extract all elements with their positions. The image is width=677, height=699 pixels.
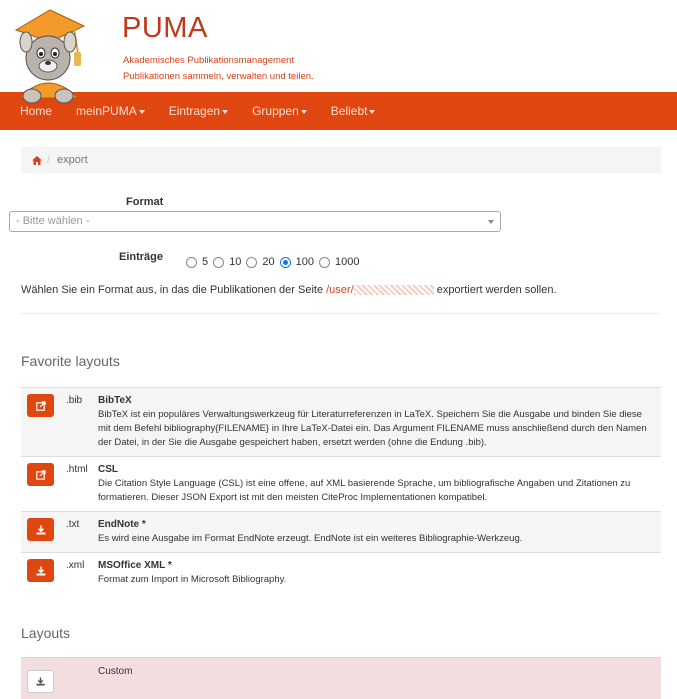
site-title: PUMA (122, 12, 208, 44)
radio-circle[interactable] (280, 257, 291, 268)
radio-label: 100 (295, 256, 314, 268)
puma-mascot-logo[interactable] (12, 8, 94, 106)
radio-circle[interactable] (186, 257, 197, 268)
layout-name: EndNote * (98, 519, 146, 530)
download-msoffice-xml-button[interactable] (27, 559, 54, 582)
entries-radio-5[interactable] (186, 256, 208, 268)
layout-row-bibtex (21, 387, 661, 456)
nav-meinpuma-label: meinPUMA (76, 104, 137, 118)
nav-beliebt-label: Beliebt (330, 104, 368, 118)
layout-name: BibTeX (98, 395, 132, 406)
layout-description: Die Citation Style Language (CSL) ist eine offene, auf XML basierende Sprache, um bibliografische Angaben und Zitationen zu formatieren. Dieser JSON Export ist mit den meisten CiteProc Implementationen kompatibel. (98, 478, 631, 503)
breadcrumb-current: export (57, 154, 88, 166)
layout-extension: .txt (66, 519, 80, 530)
radio-circle[interactable] (213, 257, 224, 268)
radio-label: 20 (262, 256, 275, 268)
nav-eintragen[interactable] (169, 104, 228, 118)
download-icon (36, 566, 46, 576)
radio-label: 10 (229, 256, 242, 268)
download-icon (36, 525, 46, 535)
format-label: Format (126, 196, 164, 208)
entries-radio-group (186, 256, 364, 268)
format-select[interactable] (9, 211, 501, 232)
info-prefix: Wählen Sie ein Format aus, in das die Publikationen der Seite (21, 284, 327, 296)
layout-extension: .bib (66, 395, 83, 406)
divider (21, 313, 661, 314)
home-icon[interactable] (32, 156, 42, 165)
layout-description: BibTeX ist ein populäres Verwaltungswerkzeug für Literaturreferenzen in LaTeX. Speichern Sie die Ausgabe und binden Sie diese mit dem Befehl bibliography{FILENAME} in Ihre LaTeX-Datei ein. Das Argument FILENAME muss anschließend durch den Namen der Datei, in der Sie die Ausgabe gespeichert haben, ersetzt werden (ohne die Endung .bib). (98, 409, 647, 448)
caret-down-icon (139, 110, 145, 114)
user-link-text: /user/ (326, 284, 354, 296)
export-info-text (21, 284, 557, 296)
favorite-layouts-heading: Favorite layouts (21, 353, 120, 369)
caret-down-icon (222, 110, 228, 114)
caret-down-icon (369, 110, 375, 114)
layouts-heading: Layouts (21, 625, 71, 641)
layout-row-endnote (21, 511, 661, 552)
nav-gruppen-label: Gruppen (252, 104, 299, 118)
user-page-link[interactable] (326, 284, 434, 296)
radio-circle[interactable] (319, 257, 330, 268)
entries-label: Einträge (119, 251, 164, 263)
nav-eintragen-label: Eintragen (168, 104, 221, 118)
site-tagline: Publikationen sammeln, verwalten und teilen. (123, 71, 314, 82)
layout-name: MSOffice XML * (98, 560, 172, 571)
layout-name: Custom (98, 666, 133, 677)
layout-row-msoffice-xml (21, 552, 661, 593)
nav-home[interactable] (20, 104, 52, 118)
layouts-list (21, 657, 661, 699)
format-select-placeholder: - Bitte wählen - (16, 215, 90, 227)
entries-radio-10[interactable] (213, 256, 241, 268)
radio-circle[interactable] (246, 257, 257, 268)
header (0, 0, 677, 92)
layout-name: CSL (98, 464, 118, 475)
layout-row-custom (21, 657, 661, 699)
entries-radio-100[interactable] (280, 256, 314, 268)
nav-gruppen[interactable] (252, 104, 307, 118)
site-subtitle: Akademisches Publikationsmanagement (123, 55, 295, 66)
radio-label: 1000 (334, 256, 360, 268)
nav-meinpuma[interactable] (76, 104, 145, 118)
external-link-icon (36, 470, 46, 480)
redacted-username (354, 285, 434, 295)
open-bibtex-button[interactable] (27, 394, 54, 417)
favorite-layouts-list (21, 387, 661, 593)
layout-description: Format zum Import in Microsoft Bibliography. (98, 574, 287, 585)
main-navbar (0, 92, 677, 130)
entries-radio-1000[interactable] (319, 256, 359, 268)
nav-home-label: Home (20, 104, 53, 118)
layout-extension: .xml (66, 560, 85, 571)
radio-label: 5 (202, 256, 209, 268)
caret-down-icon (301, 110, 307, 114)
download-endnote-button[interactable] (27, 518, 54, 541)
layout-extension (66, 665, 98, 693)
layout-extension: .html (66, 464, 88, 475)
download-custom-button[interactable] (27, 670, 54, 693)
external-link-icon (36, 401, 46, 411)
dropdown-arrow-icon (488, 220, 494, 224)
layout-description: Es wird eine Ausgabe im Format EndNote erzeugt. EndNote ist ein weiteres Bibliographie-Werkzeug. (98, 533, 523, 544)
breadcrumb (21, 147, 661, 173)
download-icon (36, 677, 45, 686)
breadcrumb-separator: / (47, 154, 51, 166)
info-suffix: exportiert werden sollen. (433, 284, 557, 296)
layout-row-csl (21, 456, 661, 511)
open-csl-button[interactable] (27, 463, 54, 486)
entries-radio-20[interactable] (246, 256, 274, 268)
nav-beliebt[interactable] (331, 104, 376, 118)
